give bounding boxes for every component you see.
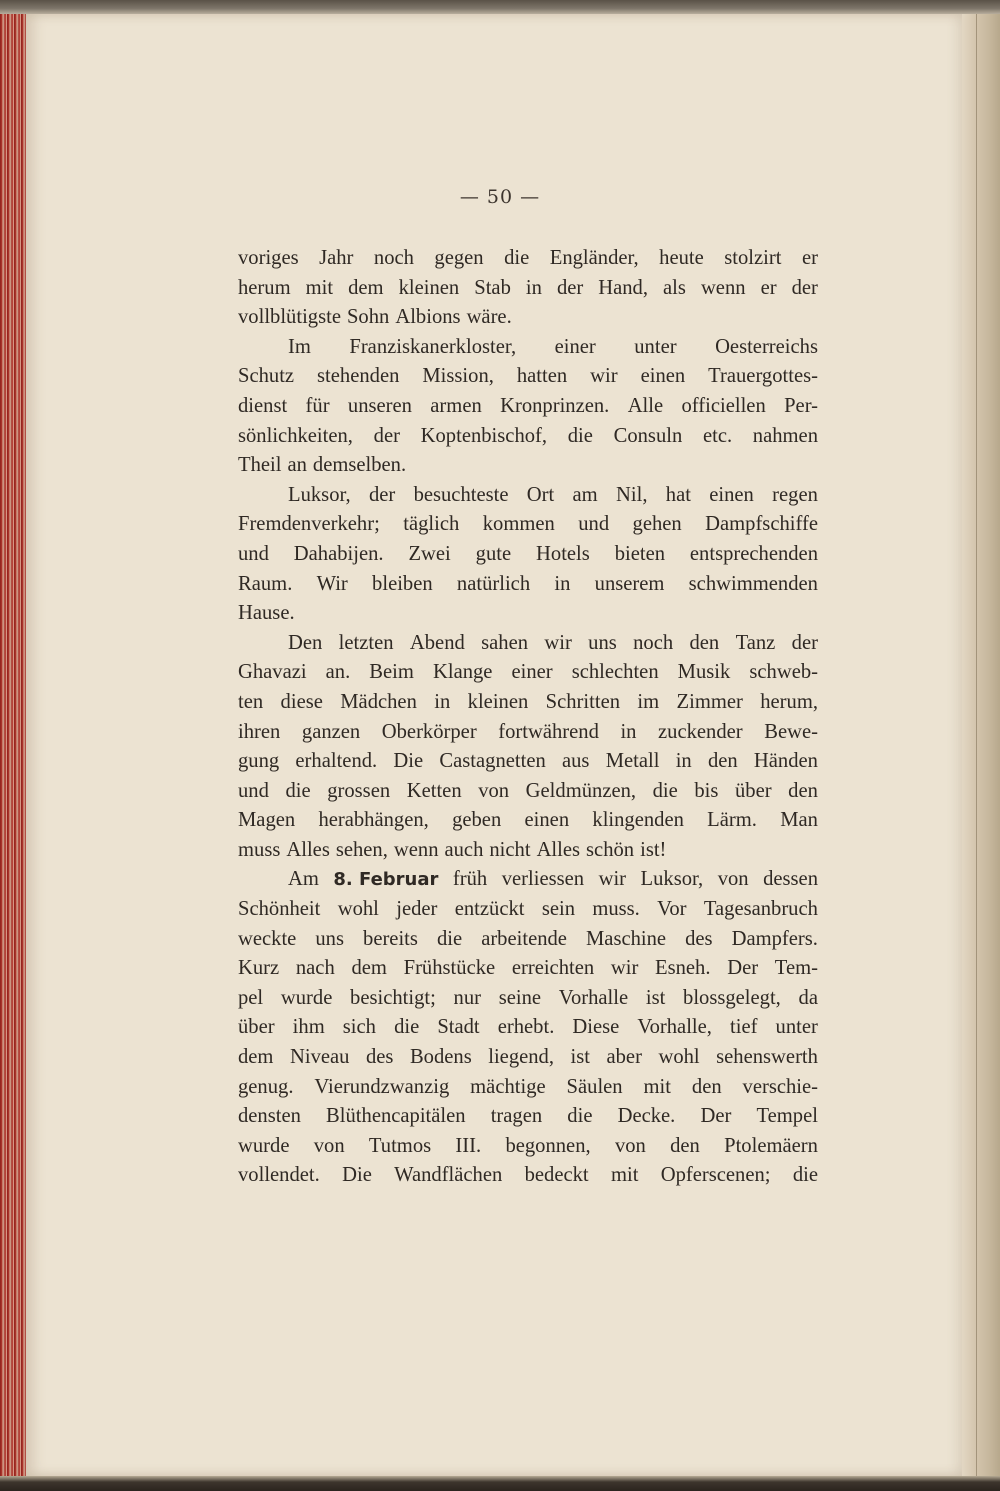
text-line	[238, 688, 818, 718]
word: Vierundzwanzig	[314, 1075, 450, 1098]
text-line	[238, 540, 818, 570]
word: und	[578, 513, 610, 536]
word: Der	[727, 957, 759, 980]
word: schlechten	[571, 661, 659, 684]
word: etc.	[702, 424, 733, 447]
word: auch	[444, 838, 484, 861]
word: der	[791, 276, 818, 299]
word: begonnen,	[505, 1134, 591, 1157]
word: Wir	[316, 572, 348, 595]
word: Consuln	[613, 424, 683, 447]
word: in	[675, 750, 692, 773]
word: uns	[588, 631, 617, 654]
word: Tempel	[756, 1105, 818, 1128]
word: Schutz	[238, 365, 295, 388]
text-line	[238, 777, 818, 807]
word: von	[717, 868, 749, 891]
text-line	[238, 392, 818, 422]
word: Schritten	[545, 690, 621, 713]
word: diese	[280, 690, 323, 713]
word: Klange	[432, 661, 493, 684]
text-line	[238, 836, 818, 866]
word: gute	[475, 542, 512, 565]
word: kommen	[482, 513, 555, 536]
word: Abend	[409, 631, 465, 654]
word: schwimmenden	[688, 572, 818, 595]
word: Diese	[572, 1016, 620, 1039]
word: jeder	[396, 898, 438, 921]
word: armen	[430, 394, 482, 417]
word: liegend,	[488, 1046, 554, 1069]
word: mit	[305, 276, 334, 299]
word: herum,	[760, 690, 818, 713]
word: tragen	[490, 1105, 543, 1128]
text-line	[238, 984, 818, 1014]
text-line	[238, 333, 818, 363]
word: Maschine	[586, 927, 667, 950]
word: wurde	[238, 1134, 290, 1157]
word: Zwei	[408, 542, 451, 565]
word: wohl	[658, 1046, 700, 1069]
word: von	[478, 779, 510, 802]
word: die	[285, 779, 311, 802]
text-line	[238, 481, 818, 511]
word: in	[434, 690, 451, 713]
word: Esneh.	[655, 957, 711, 980]
word: den	[691, 1075, 722, 1098]
word: besuchteste	[413, 483, 509, 506]
word: ganzen	[301, 720, 361, 743]
word: als	[663, 276, 686, 299]
word: ist	[570, 1046, 590, 1069]
word: nahmen	[752, 424, 818, 447]
word: zuckender	[658, 720, 743, 743]
word: Tutmos	[368, 1134, 432, 1157]
word: einen	[709, 483, 754, 506]
word: Blüthencapitälen	[326, 1105, 466, 1128]
word: gegen	[434, 247, 484, 269]
word: Musik	[677, 661, 731, 684]
word: nur	[453, 986, 481, 1009]
word: densten	[238, 1105, 301, 1128]
word: über	[238, 1016, 275, 1039]
word: die	[792, 1164, 818, 1187]
word: in	[620, 720, 637, 743]
word: die	[567, 1105, 593, 1128]
word: Schönheit	[238, 898, 321, 921]
word: entsprechenden	[689, 542, 818, 565]
bottom-edge	[0, 1476, 1000, 1491]
word: bereits	[363, 927, 418, 950]
word: Vor	[657, 898, 687, 921]
word: sein	[541, 898, 575, 921]
word: entzückt	[454, 898, 525, 921]
word: bis	[694, 779, 719, 802]
word: Lärm.	[707, 809, 757, 832]
word: III.	[455, 1134, 482, 1157]
word: grossen	[327, 779, 391, 802]
word: von	[313, 1134, 345, 1157]
text-line	[238, 718, 818, 748]
word: weckte	[238, 927, 297, 950]
word: er	[760, 276, 777, 299]
word: sehenswerth	[716, 1046, 818, 1069]
word: einen	[640, 365, 686, 388]
word: Decke.	[617, 1105, 676, 1128]
text-line	[238, 895, 818, 925]
word: Hause.	[238, 602, 295, 625]
word: Oberkörper	[381, 720, 477, 743]
word: erreichten	[511, 957, 595, 980]
word: dem	[238, 1046, 274, 1069]
word: der	[791, 631, 818, 654]
text-line	[238, 451, 818, 481]
word: einer	[554, 335, 596, 358]
word: Geldmünzen,	[525, 779, 637, 802]
word: pel	[238, 986, 264, 1009]
body-text	[238, 244, 818, 1191]
word: wir	[590, 365, 618, 388]
word: Niveau	[289, 1046, 350, 1069]
word: Die	[342, 1164, 372, 1187]
top-edge	[0, 0, 1000, 14]
word: des	[365, 1046, 394, 1069]
word: unter	[775, 1016, 818, 1039]
word: nach	[295, 957, 335, 980]
book-spine-edge	[0, 14, 26, 1476]
word: Händen	[753, 750, 818, 773]
word: im	[637, 690, 660, 713]
word: Dahabijen.	[293, 542, 384, 565]
word: er	[801, 247, 818, 269]
word: nicht	[489, 838, 531, 861]
word: Zimmer	[676, 690, 743, 713]
word: Franziskanerkloster,	[349, 335, 517, 358]
word: den	[689, 631, 720, 654]
text-line	[238, 806, 818, 836]
word: herum	[238, 276, 291, 299]
word: mit	[643, 1075, 671, 1098]
word: Nil,	[616, 483, 648, 506]
word: Frühstücke	[403, 957, 496, 980]
word: bedeckt	[524, 1164, 589, 1187]
word: Alles	[286, 838, 330, 861]
word: wohl	[337, 898, 379, 921]
word: Beim	[369, 661, 414, 684]
word: muss.	[592, 898, 640, 921]
word: den	[788, 779, 818, 802]
word: vollendet.	[238, 1164, 320, 1187]
word: erhaltend.	[295, 750, 378, 773]
word: Theil	[238, 454, 282, 477]
word: der	[373, 424, 400, 447]
word: Der	[700, 1105, 732, 1128]
text-line	[238, 303, 818, 333]
word: noch	[633, 631, 674, 654]
word: stolzirt	[724, 247, 782, 269]
word: bieten	[614, 542, 666, 565]
word: der	[368, 483, 396, 506]
word: ten	[238, 690, 264, 713]
word: erhebt.	[497, 1016, 555, 1039]
word: schön	[586, 838, 635, 861]
word: die	[652, 779, 678, 802]
word: wenn	[700, 276, 746, 299]
word: Castagnetten	[439, 750, 546, 773]
text-line	[238, 865, 818, 895]
word: sehen,	[335, 838, 388, 861]
word: unseren	[347, 394, 412, 417]
word: aus	[562, 750, 590, 773]
word: den	[670, 1134, 700, 1157]
word: blossgelegt,	[683, 986, 781, 1009]
word: letzten	[338, 631, 394, 654]
word: Hotels	[536, 542, 590, 565]
word: Ptolemäern	[724, 1134, 818, 1157]
text-line	[238, 658, 818, 688]
word: wenn	[393, 838, 439, 861]
text-line	[238, 1073, 818, 1103]
word: Stadt	[437, 1016, 480, 1039]
word: Opferscenen;	[660, 1164, 771, 1187]
word: und	[238, 779, 269, 802]
word: Säulen	[566, 1075, 623, 1098]
word: Tagesanbruch	[703, 898, 818, 921]
word: die	[436, 927, 463, 950]
word: die	[504, 247, 530, 269]
word: 8. Februar	[333, 869, 439, 891]
word: Luksor,	[640, 868, 704, 891]
text-line	[238, 1161, 818, 1191]
word: ihren	[238, 720, 281, 743]
word: Die	[393, 750, 424, 773]
word: voriges	[238, 247, 299, 269]
text-line	[238, 362, 818, 392]
word: Man	[780, 809, 818, 832]
word: der	[556, 276, 584, 299]
word: einen	[524, 809, 570, 832]
word: einer	[511, 661, 553, 684]
word: Wandflächen	[394, 1164, 503, 1187]
word: vollblütigste	[238, 306, 341, 329]
word: wir	[598, 868, 627, 891]
word: schweb-	[749, 661, 818, 684]
word: arbeitende	[481, 927, 567, 950]
word: uns	[315, 927, 344, 950]
word: klingenden	[592, 809, 684, 832]
word: Ghavazi	[238, 661, 307, 684]
word: Oesterreichs	[715, 335, 818, 358]
word: wir	[610, 957, 639, 980]
text-line	[238, 510, 818, 540]
word: wurde	[280, 986, 333, 1009]
word: Kronprinzen.	[500, 394, 610, 417]
word: hat	[665, 483, 691, 506]
word: verliessen	[501, 868, 585, 891]
word: Magen	[238, 809, 296, 832]
word: Kurz	[238, 957, 280, 980]
word: unserem	[594, 572, 665, 595]
word: regen	[772, 483, 818, 506]
word: kleinen	[398, 276, 460, 299]
word: Vorhalle	[558, 986, 629, 1009]
word: gehen	[632, 513, 682, 536]
word: Stab	[474, 276, 511, 299]
word: Im	[288, 335, 311, 358]
text-line	[238, 747, 818, 777]
word: sahen	[481, 631, 529, 654]
word: geben	[452, 809, 502, 832]
word: kleinen	[467, 690, 529, 713]
word: die	[394, 1016, 420, 1039]
word: Hand,	[598, 276, 649, 299]
word: ist	[645, 986, 666, 1009]
text-line	[238, 1132, 818, 1162]
word: Mädchen	[340, 690, 417, 713]
word: officiellen	[681, 394, 766, 417]
word: verschie-	[742, 1075, 818, 1098]
word: Jahr	[319, 247, 354, 269]
word: heute	[659, 247, 704, 269]
text-line	[238, 954, 818, 984]
word: stehenden	[317, 365, 400, 388]
word: Dampfschiffe	[705, 513, 818, 536]
word: sönlichkeiten,	[238, 424, 353, 447]
word: seine	[498, 986, 542, 1009]
word: mit	[610, 1164, 639, 1187]
word: wäre.	[466, 306, 512, 329]
text-line	[238, 244, 818, 274]
word: tief	[730, 1016, 758, 1039]
word: sich	[342, 1016, 376, 1039]
word: Mission,	[422, 365, 494, 388]
word: früh	[452, 868, 488, 891]
word: Tanz	[735, 631, 776, 654]
word: hatten	[516, 365, 568, 388]
page-number: — 50 —	[459, 186, 541, 208]
word: fortwährend	[498, 720, 599, 743]
word: mächtige	[470, 1075, 546, 1098]
word: in	[525, 276, 542, 299]
word: in	[554, 572, 571, 595]
word: herabhängen,	[318, 809, 429, 832]
word: aber	[606, 1046, 642, 1069]
word: Am	[288, 868, 319, 891]
word: genug.	[238, 1075, 294, 1098]
word: ist!	[640, 838, 667, 861]
word: wir	[544, 631, 572, 654]
word: natürlich	[456, 572, 531, 595]
word: ihm	[292, 1016, 325, 1039]
word: muss	[238, 838, 281, 861]
word: täglich	[403, 513, 460, 536]
word: gung	[238, 750, 280, 773]
word: von	[614, 1134, 646, 1157]
word: Engländer,	[549, 247, 639, 269]
word: am	[572, 483, 598, 506]
text-line	[238, 274, 818, 304]
word: Ketten	[406, 779, 462, 802]
text-line	[238, 570, 818, 600]
word: Albions	[395, 306, 461, 329]
word: Den	[288, 631, 323, 654]
word: Vorhalle,	[637, 1016, 712, 1039]
word: Koptenbischof,	[420, 424, 548, 447]
word: Trauergottes-	[708, 365, 818, 388]
word: Fremdenverkehr;	[238, 513, 380, 536]
word: über	[735, 779, 772, 802]
word: Raum.	[238, 572, 293, 595]
word: noch	[373, 247, 414, 269]
page-fore-edge	[962, 14, 1000, 1476]
word: und	[238, 542, 269, 565]
word: Dampfers.	[731, 927, 818, 950]
word: dem	[348, 276, 384, 299]
word: besichtigt;	[350, 986, 436, 1009]
word: die	[567, 424, 593, 447]
word: dem	[351, 957, 387, 980]
word: Ort	[526, 483, 555, 506]
word: Bewe-	[764, 720, 818, 743]
word: da	[798, 986, 818, 1009]
word: Alle	[627, 394, 664, 417]
text-line	[238, 1043, 818, 1073]
word: dessen	[763, 868, 818, 891]
text-line	[238, 422, 818, 452]
word: Sohn	[346, 306, 390, 329]
text-line	[238, 599, 818, 629]
word: Bodens	[409, 1046, 472, 1069]
word: bleiben	[372, 572, 433, 595]
word: Alles	[536, 838, 581, 861]
word: Luksor,	[288, 483, 351, 506]
word: Per-	[784, 394, 818, 417]
word: an	[287, 454, 307, 477]
word: Metall	[605, 750, 660, 773]
text-line	[238, 629, 818, 659]
word: dienst	[238, 394, 288, 417]
word: für	[305, 394, 330, 417]
text-line	[238, 1102, 818, 1132]
word: demselben.	[312, 454, 407, 477]
word: Tem-	[774, 957, 818, 980]
text-line	[238, 925, 818, 955]
word: des	[685, 927, 713, 950]
word: den	[707, 750, 738, 773]
text-line	[238, 1013, 818, 1043]
word: an.	[325, 661, 351, 684]
word: unter	[634, 335, 677, 358]
